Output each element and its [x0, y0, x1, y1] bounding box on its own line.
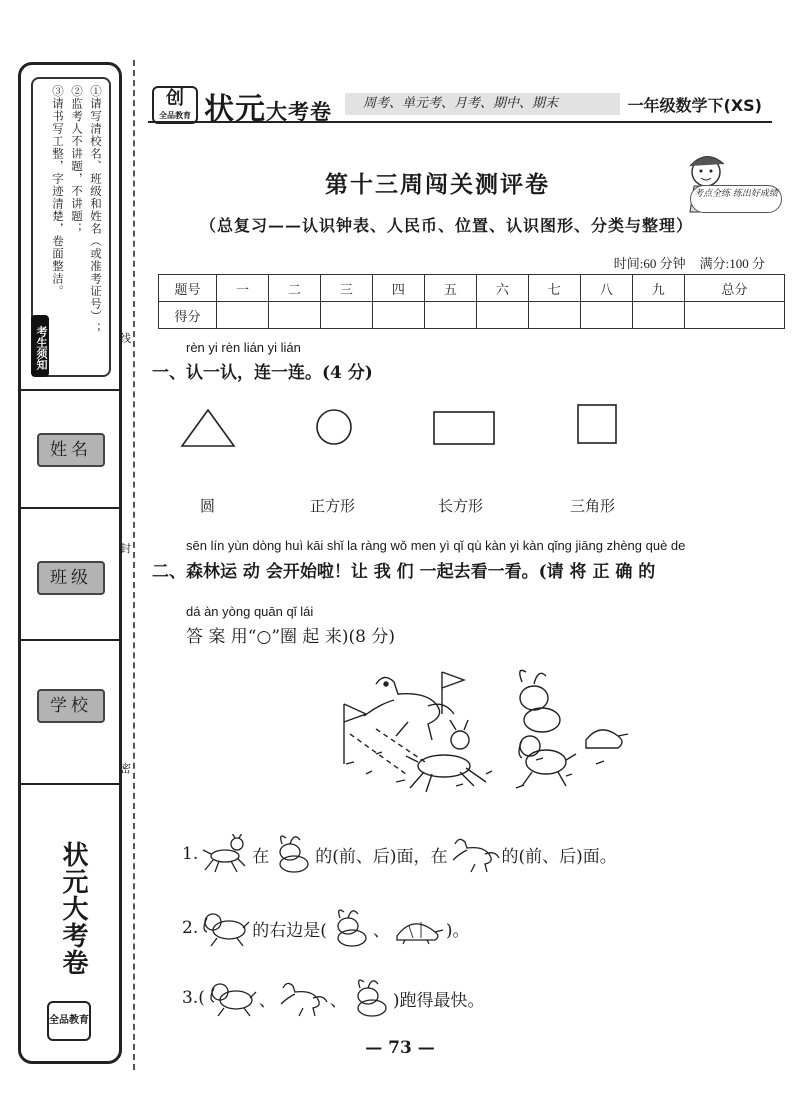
score-cell[interactable] [217, 302, 269, 329]
label-triangle[interactable]: 三角形 [570, 497, 616, 515]
table-header-cell: 七 [528, 275, 580, 302]
sub-text: )。 [445, 920, 470, 941]
table-header-cell: 五 [424, 275, 476, 302]
sub-separator: 、 [258, 990, 276, 1011]
time-limit: 时间:60 分钟 [613, 256, 686, 271]
q1-heading: 一、认一认，连一连。(4 分) [152, 363, 373, 383]
table-header-cell: 总分 [684, 275, 784, 302]
rabbit-icon[interactable] [328, 908, 372, 948]
header-rule [148, 121, 772, 123]
q1-pinyin: rèn yi rèn lián yi lián [186, 340, 301, 355]
dog-icon[interactable] [199, 908, 251, 948]
strip-divider [21, 389, 119, 391]
page-subtitle: （总复习——认识钟表、人民币、位置、认识图形、分类与整理） [200, 216, 694, 235]
score-cell[interactable] [372, 302, 424, 329]
rabbit-icon[interactable] [270, 834, 314, 874]
table-row [159, 302, 785, 329]
score-cell[interactable] [424, 302, 476, 329]
exam-notice [31, 77, 111, 377]
label-circle[interactable]: 圆 [200, 497, 216, 515]
sub-question-1 [182, 834, 617, 874]
table-header-cell: 九 [632, 275, 684, 302]
grade-label: 一年级数学下(XS) [627, 96, 762, 115]
cut-line [133, 60, 135, 1070]
q2-heading-cont: 答 案 用“○”圈 起 来)(8 分) [186, 627, 395, 647]
table-header-cell: 二 [268, 275, 320, 302]
cut-mark: 密 [120, 762, 131, 775]
strip-logo-badge: 全品教育 [47, 1001, 91, 1041]
score-cell[interactable] [580, 302, 632, 329]
sub-text: 的右边是( [252, 920, 327, 941]
score-cell[interactable] [476, 302, 528, 329]
dog-icon[interactable] [206, 978, 258, 1018]
strip-divider [21, 783, 119, 785]
sub-question-2 [182, 908, 470, 948]
horse-icon[interactable] [449, 834, 501, 874]
horse-icon[interactable] [277, 978, 329, 1018]
table-header-cell: 一 [217, 275, 269, 302]
square-icon[interactable] [576, 403, 618, 445]
score-cell[interactable] [684, 302, 784, 329]
exam-meta [614, 253, 765, 272]
sub-text: 的(前、后)面。 [501, 846, 617, 867]
sub-number: 1. [182, 844, 199, 864]
sub-separator: 、 [329, 990, 347, 1011]
notice-item: ②监考人不讲题，不讲题； [70, 85, 84, 235]
strip-divider [21, 507, 119, 509]
score-cell[interactable] [320, 302, 372, 329]
brand-logo-small: 全品教育 [159, 110, 191, 120]
brand-logo-mark: 创 [166, 88, 184, 109]
brand-name-small: 大考卷 [266, 100, 332, 124]
sub-number: 3. [182, 988, 199, 1008]
cut-mark: 封 [120, 542, 131, 555]
strip-logo-text: 状元大考卷 [58, 841, 88, 976]
strip-logo [43, 841, 99, 1041]
q2-pinyin-line1: sēn lín yùn dòng huì kāi shǐ la ràng wǒ men yì qǐ qù kàn yi kàn qǐng jiāng zhèng què de [186, 538, 686, 553]
sub-text: 的(前、后)面，在 [315, 846, 448, 867]
school-field-label[interactable]: 学校 [37, 689, 105, 723]
name-field-label[interactable]: 姓名 [37, 433, 105, 467]
table-header-cell: 六 [476, 275, 528, 302]
page-title: 第十三周闯关测评卷 [325, 171, 550, 198]
table-row [159, 275, 785, 302]
notice-tag: 考生须知 [31, 315, 49, 377]
score-table [158, 274, 785, 329]
forest-race-illustration [336, 664, 636, 804]
rectangle-icon[interactable] [432, 410, 496, 446]
deer-icon[interactable] [199, 834, 251, 874]
full-score: 满分:100 分 [699, 256, 765, 271]
table-header-cell: 题号 [159, 275, 217, 302]
cut-mark: 线 [120, 332, 131, 345]
strip-divider [21, 639, 119, 641]
binding-strip [18, 62, 122, 1064]
label-square[interactable]: 正方形 [310, 497, 356, 515]
q2-pinyin-line2: dá àn yòng quān qǐ lái [186, 604, 314, 619]
page-number: — 73 — [365, 1038, 435, 1058]
q2-heading: 二、森林运 动 会开始啦！让 我 们 一起去看一看。(请 将 正 确 的 [152, 562, 656, 582]
table-header-cell: 八 [580, 275, 632, 302]
sub-text: 在 [252, 846, 270, 867]
mascot-bubble: 考点全练 练出好成绩 [690, 185, 782, 213]
score-cell[interactable] [632, 302, 684, 329]
brand-logo [152, 86, 198, 124]
sub-number: 2. [182, 918, 199, 938]
sub-question-3 [182, 978, 485, 1018]
turtle-icon[interactable] [391, 910, 445, 946]
notice-list [41, 85, 105, 371]
table-header-cell: 四 [372, 275, 424, 302]
rabbit-icon[interactable] [348, 978, 392, 1018]
score-cell[interactable] [268, 302, 320, 329]
triangle-icon[interactable] [180, 408, 236, 448]
notice-item: ①请写清校名、班级和姓名（或准考证号）； [89, 85, 103, 335]
brand-name-main: 状元 [204, 92, 266, 127]
circle-icon[interactable] [314, 407, 354, 447]
sub-separator: 、 [372, 920, 390, 941]
sub-text: ( [198, 988, 205, 1008]
score-cell[interactable] [528, 302, 580, 329]
exam-types-banner: 周考、单元考、月考、期中、期末 [345, 93, 620, 115]
notice-item: ③请书写工整，字迹清楚，卷面整洁。 [51, 85, 65, 298]
label-rectangle[interactable]: 长方形 [438, 497, 484, 515]
table-header-cell: 三 [320, 275, 372, 302]
sub-text: )跑得最快。 [392, 990, 485, 1011]
score-row-label: 得分 [159, 302, 217, 329]
class-field-label[interactable]: 班级 [37, 561, 105, 595]
